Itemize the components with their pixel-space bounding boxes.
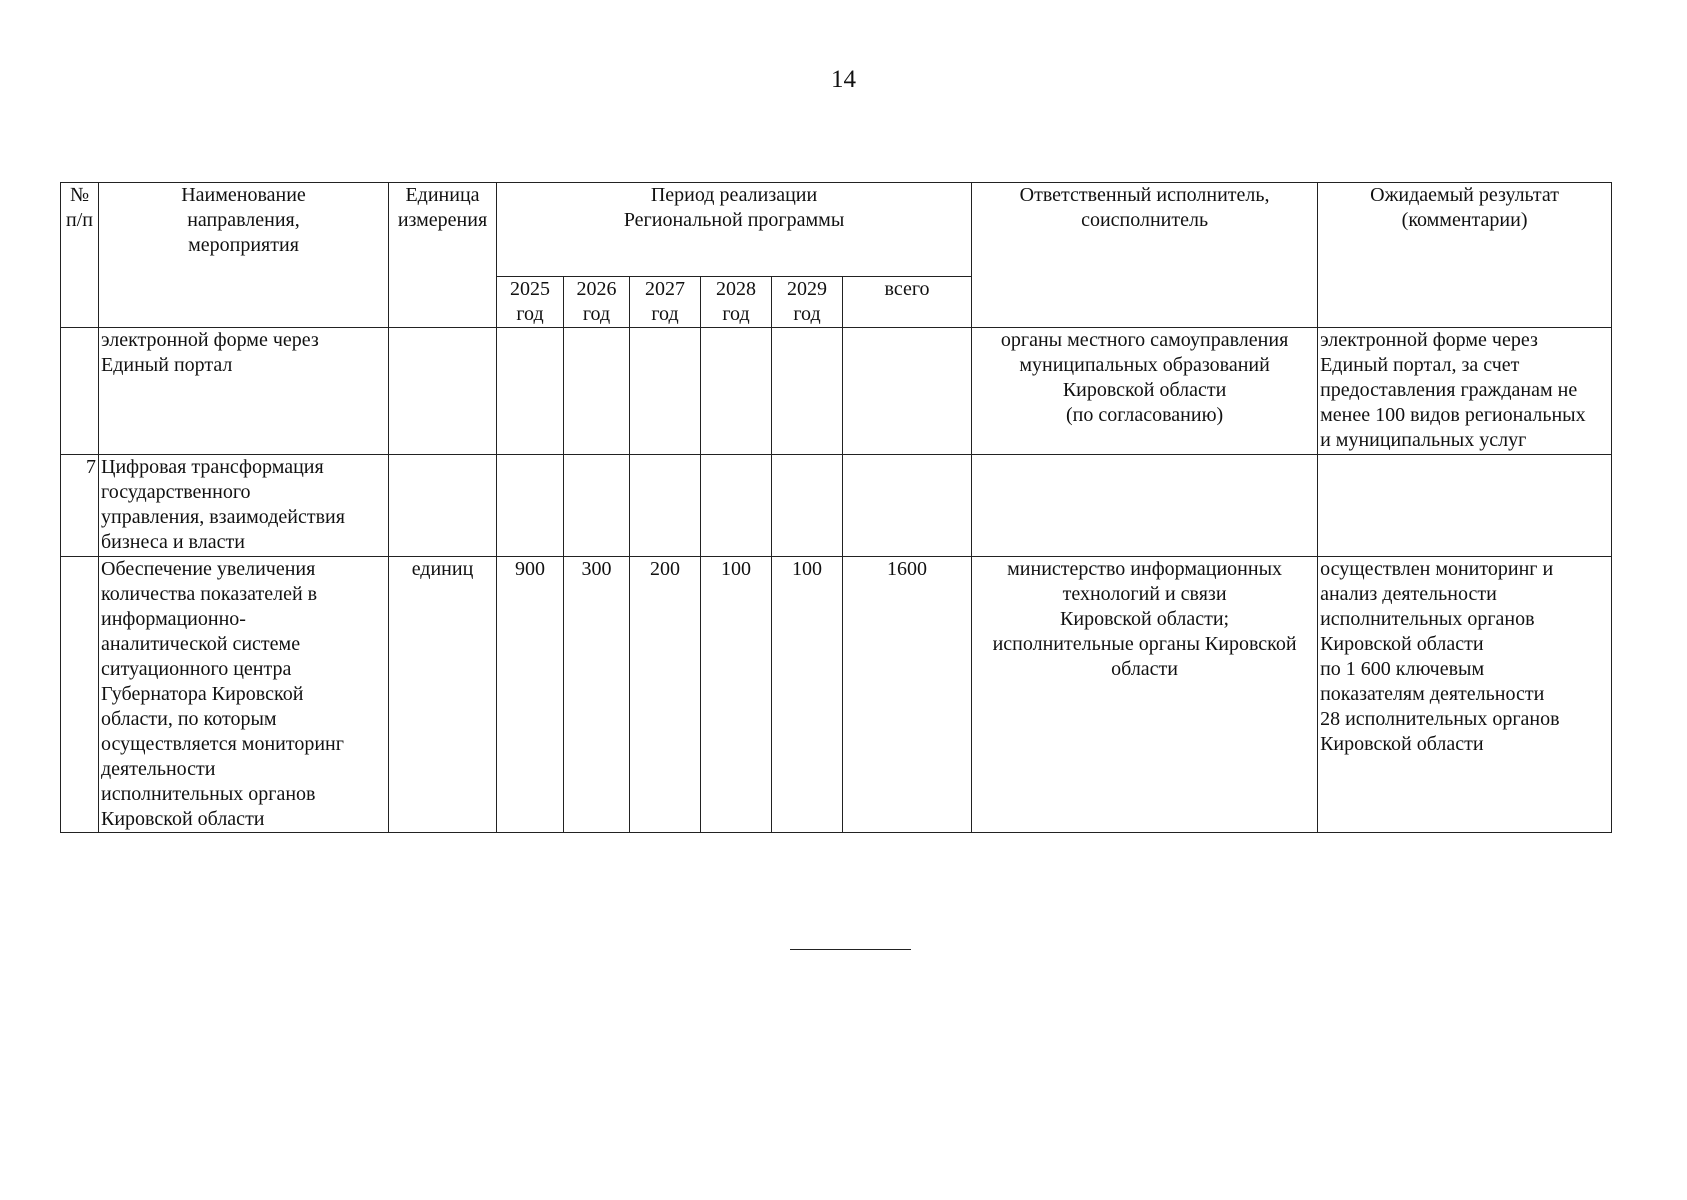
cell-name: Цифровая трансформация государственного управления, взаимодействия бизнеса и власти [99,455,389,557]
program-table [60,182,1612,833]
cell-name: Обеспечение увеличения количества показателей в информационно- аналитической системе ситуационного центра Губернатора Кировской области, по которым осуществляется мониторинг деятельности исполнительных органов Кировской области [99,557,389,833]
cell-value-2025 [497,455,564,557]
cell-value-2026: 300 [564,557,630,833]
header-total: всего [843,277,972,328]
header-name: Наименование направления, мероприятия [99,183,389,328]
header-year-2029 [772,277,843,328]
cell-unit [389,455,497,557]
cell-value-2027: 200 [630,557,701,833]
header-year-2027 [630,277,701,328]
cell-value-2029: 100 [772,557,843,833]
header-year-2026 [564,277,630,328]
header-num: № п/п [61,183,99,328]
year-label: 2025 [510,278,550,300]
cell-value-2029 [772,455,843,557]
cell-total [843,328,972,455]
cell-responsible: органы местного самоуправления муниципальных образований Кировской области (по согласованию) [972,328,1318,455]
cell-name: электронной форме через Единый портал [99,328,389,455]
header-period: Период реализации Региональной программы [497,183,972,277]
cell-unit [389,328,497,455]
cell-unit: единиц [389,557,497,833]
cell-responsible: министерство информационных технологий и связи Кировской области; исполнительные органы Кировской области [972,557,1318,833]
header-year-2025 [497,277,564,328]
cell-result [1318,455,1612,557]
table-row [61,455,1612,557]
cell-num [61,328,99,455]
cell-total: 1600 [843,557,972,833]
cell-value-2027 [630,328,701,455]
cell-value-2028 [701,328,772,455]
cell-num: 7 [61,455,99,557]
year-label: 2028 [716,278,756,300]
year-suffix: год [722,303,750,325]
table-row [61,328,1612,455]
cell-value-2026 [564,455,630,557]
cell-responsible [972,455,1318,557]
cell-num [61,557,99,833]
page-number: 14 [831,66,856,93]
year-label: 2026 [576,278,617,300]
year-label: 2027 [645,278,685,300]
header-year-2028 [701,277,772,328]
cell-value-2028: 100 [701,557,772,833]
cell-value-2028 [701,455,772,557]
cell-value-2025: 900 [497,557,564,833]
year-suffix: год [582,303,611,325]
end-of-document-rule [790,949,911,950]
year-suffix: год [651,303,679,325]
cell-value-2029 [772,328,843,455]
cell-result: электронной форме через Единый портал, за счет предоставления гражданам не менее 100 видов региональных и муниципальных услуг [1318,328,1612,455]
year-label: 2029 [787,278,827,300]
cell-value-2026 [564,328,630,455]
header-responsible: Ответственный исполнитель, соисполнитель [972,183,1318,328]
header-result: Ожидаемый результат (комментарии) [1318,183,1612,328]
header-unit: Единица измерения [389,183,497,328]
cell-result: осуществлен мониторинг и анализ деятельности исполнительных органов Кировской области по 1 600 ключевым показателям деятельности 28 исполнительных органов Кировской области [1318,557,1612,833]
table-row [61,557,1612,833]
cell-total [843,455,972,557]
cell-value-2027 [630,455,701,557]
year-suffix: год [516,303,544,325]
cell-value-2025 [497,328,564,455]
year-suffix: год [793,303,821,325]
